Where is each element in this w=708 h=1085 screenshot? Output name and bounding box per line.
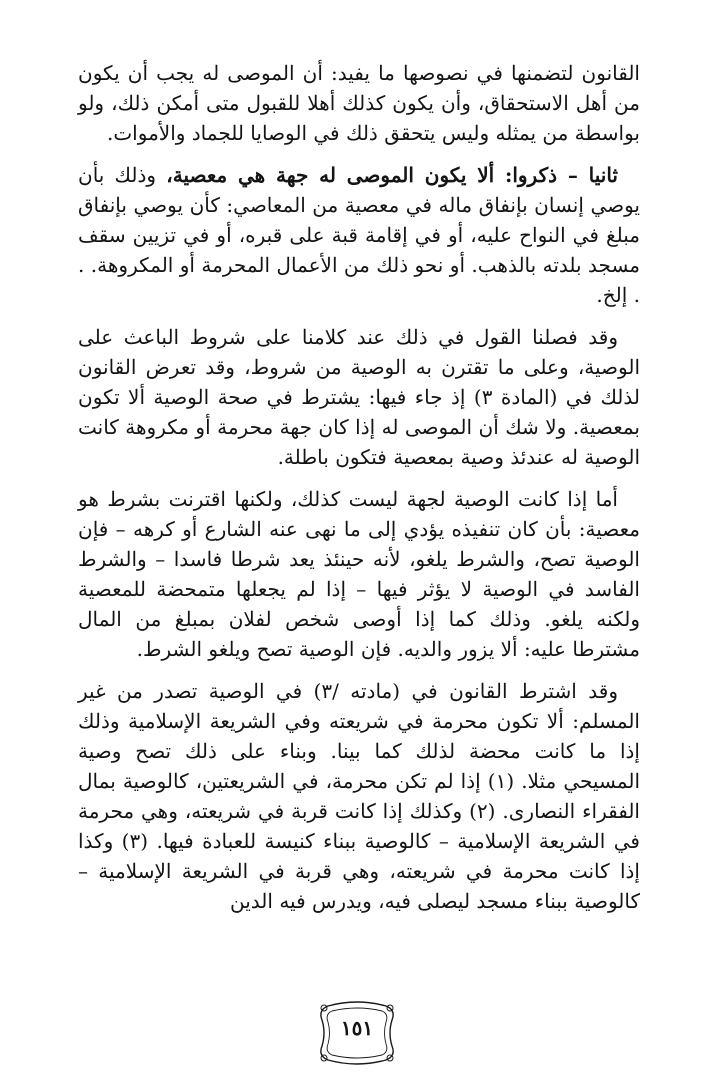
paragraph-1 xyxy=(78,58,640,148)
paragraph-2-bold-heading: ألا يكون الموصى له جهة هي معصية، xyxy=(166,163,495,187)
paragraph-2-lead: ثانيا – ذكروا: xyxy=(494,163,618,187)
paragraph-5-text: وقد اشترط القانون في (مادته /٣) في الوصية تصدر من غير المسلم: ألا تكون محرمة في شريعته وفي الشريعة الإسلامية وذلك إذا ما كانت محضة لذلك كما بينا. وبناء على ذلك تصح وصية المسيحي مثلا. (١) إذا لم تكن محرمة، في الشريعتين، كالوصية بمال الفقراء النصارى. (٢) وكذلك إذا كانت قربة في شريعته، وهي محرمة في الشريعة الإسلامية – كالوصية ببناء كنيسة للعبادة فيها. (٣) وكذا إذا كانت محرمة في شريعته، وهي قربة في الشريعة الإسلامية – كالوصية ببناء مسجد ليصلى فيه، ويدرس فيه الدين xyxy=(78,679,640,913)
paragraph-3 xyxy=(78,322,640,472)
page-number-frame xyxy=(316,1000,398,1066)
paragraph-2-text: وذلك بأن يوصي إنسان بإنفاق ماله في معصية من المعاصي: كأن يوصي بإنفاق مبلغ في النواح عليه، أو في إقامة قبة على قبره، أو في تزيين سقف مسجد بلدته بالذهب. أو نحو ذلك من الأعمال المحرمة أو المكروهة. . . إلخ. xyxy=(78,163,641,307)
paragraph-5 xyxy=(78,676,640,916)
page-number: ١٥١ xyxy=(340,1016,374,1040)
paragraph-3-text: وقد فصلنا القول في ذلك عند كلامنا على شروط الباعث على الوصية، وعلى ما تقترن به الوصية من شروط، وقد تعرض القانون لذلك في (المادة ٣) إذ جاء فيها: يشترط في صحة الوصية ألا تكون بمعصية. ولا شك أن الموصى له إذا كان جهة محرمة أو مكروهة كانت الوصية له عندئذ وصية بمعصية فتكون باطلة. xyxy=(78,325,641,469)
paragraph-4 xyxy=(78,484,640,664)
paragraph-1-text: القانون لتضمنها في نصوصها ما يفيد: أن الموصى له يجب أن يكون من أهل الاستحقاق، وأن يكون كذلك أهلا للقبول متى أمكن ذلك، ولو بواسطة من يمثله وليس يتحقق ذلك في الوصايا للجماد والأموات. xyxy=(78,61,640,145)
paragraph-4-text: أما إذا كانت الوصية لجهة ليست كذلك، ولكنها اقترنت بشرط هو معصية: بأن كان تنفيذه يؤدي إلى ما نهى عنه الشارع أو كرهه – فإن الوصية تصح، والشرط يلغو، لأنه حينئذ يعد شرطا فاسدا – والشرط الفاسد في الوصية لا يؤثر فيها – إذا لم يجعلها متمحضة للمعصية ولكنه يلغو. وذلك كما إذا أوصى شخص لفلان بمبلغ من المال مشترطا عليه: ألا يزور والديه. فإن الوصية تصح ويلغو الشرط. xyxy=(78,487,640,661)
page-body xyxy=(78,58,640,928)
paragraph-2 xyxy=(78,160,640,310)
